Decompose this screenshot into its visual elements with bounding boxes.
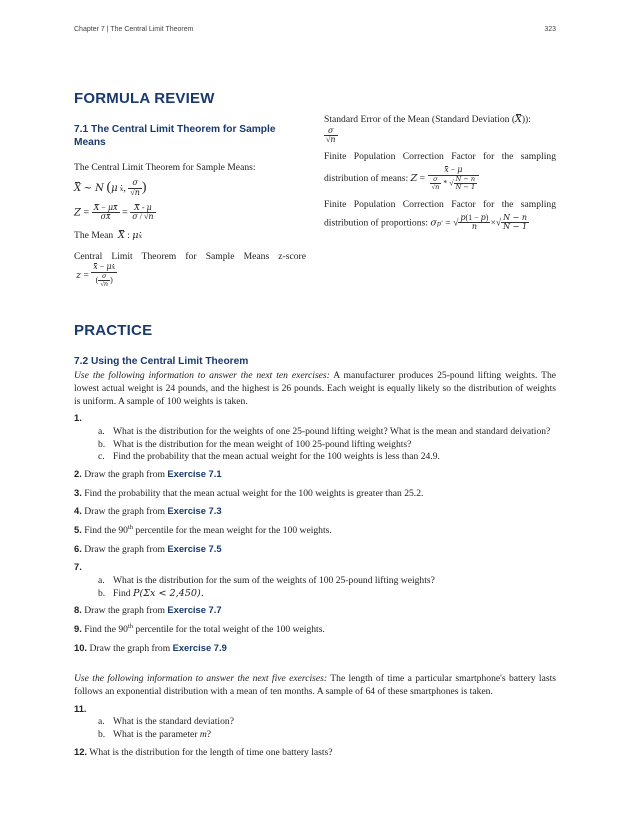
zscore-formula: z = x − μx ( $\frac{\sigma}{√n}$ ) (76, 262, 116, 289)
exercise-12-number: 12. (74, 745, 88, 757)
exercise-11b-var: m (199, 728, 207, 740)
exercise-1-number: 1. (74, 412, 82, 424)
intro-text-2: The length of time a particular smartphone's battery lasts follows an exponential distribution with a mean of ten months. A sample of 64 of these smartphones is taken. (74, 673, 556, 697)
intro-paragraph-2 (74, 673, 556, 698)
exercise-3-text: Find the probability that the mean actual weight for the 100 weights is greater than 25.2. (84, 487, 424, 499)
sem-label-end: )): (521, 114, 531, 125)
exercise-9-post: percentile for the total weight of the 100 weights. (133, 623, 325, 635)
intro-text-1: A manufacturer produces 25-pound lifting weights. The lowest actual weight is 24 pounds, and the highest is 26 pounds. Each weight is equally likely so the distribution of weights is uniform. A sample of 100 weights is taken. (74, 370, 556, 407)
exercise-7-3-link[interactable]: Exercise 7.3 (167, 505, 222, 517)
fpc-props-line: distribution of proportions: σp' = √ $\frac{p(1 - p)}{n}$ ×√ $\frac{N - n}{N - 1}$ (324, 212, 528, 232)
exercise-8-text: Draw the graph from (84, 605, 165, 617)
exercise-9-sup: th (127, 622, 134, 630)
mean-label: The Mean (74, 230, 114, 242)
fpc-means-line: distribution of means: Z = x − μ $\frac{\sigma}{√n}$ * √ $\frac{N - n}{N - 1}$ (324, 166, 556, 191)
exercise-1a: a. What is the distribution for the weights of one 25-pound lifting weight? What is the mean and standard deivation? (74, 426, 556, 439)
mean-line: The Mean X : μx (74, 230, 143, 242)
exercise-5-sup: th (127, 523, 134, 531)
exercise-12 (74, 746, 556, 760)
exercise-2-number: 2. (74, 468, 82, 480)
formula-left-column (74, 123, 306, 289)
exercise-1 (74, 412, 556, 426)
exercise-9-pre: Find the 90 (84, 623, 128, 635)
exercise-1b: b. What is the distribution for the mean weight of 100 25-pound lifting weights? (74, 439, 556, 452)
exercise-6-text: Draw the graph from (84, 543, 165, 555)
exercise-11a-text: What is the standard deviation? (113, 716, 234, 728)
exercise-1b-text: What is the distribution for the mean weight of 100 25-pound lifting weights? (113, 438, 412, 450)
exercise-7a-text: What is the distribution for the sum of the weights of 100 25-pound lifting weights? (113, 574, 435, 586)
exercise-4 (74, 505, 556, 519)
fpc-props-label-2: distribution of proportions: (324, 217, 428, 229)
exercise-4-number: 4. (74, 505, 82, 517)
clt-formula: X ~ N (μ x, $\frac{\sigma}{√n}$ ) (74, 177, 147, 197)
exercise-1c-text: Find the probability that the mean actual weight for the 100 weights is less than 24.9. (113, 451, 440, 463)
practice-body (74, 355, 556, 759)
exercise-11a: a. What is the standard deviation? (74, 716, 556, 729)
exercise-11b-pre: What is the parameter (113, 728, 200, 740)
exercise-7-9-link[interactable]: Exercise 7.9 (172, 641, 227, 653)
intro-italic-2: Use the following information to answer the next five exercises: (74, 673, 328, 685)
formula-review-title: FORMULA REVIEW (74, 90, 215, 107)
exercise-6 (74, 543, 556, 557)
exercise-7-1-link[interactable]: Exercise 7.1 (167, 468, 222, 480)
exercise-5-pre: Find the 90 (84, 525, 128, 537)
exercise-11b-post: ? (206, 728, 212, 740)
exercise-3-number: 3. (74, 486, 82, 498)
intro-italic-1: Use the following information to answer the next ten exercises: (74, 370, 330, 382)
exercise-2 (74, 468, 556, 482)
exercise-10-text: Draw the graph from (89, 642, 171, 654)
fpc-props-label-1: Finite Population Correction Factor for the sampling (324, 198, 556, 210)
exercise-4-text: Draw the graph from (84, 506, 165, 518)
exercise-5-post: percentile for the mean weight for the 100 weights. (133, 525, 332, 537)
sem-line: Standard Error of the Mean (Standard Deviation (X)): (324, 114, 531, 125)
exercise-10 (74, 642, 556, 656)
running-header: Chapter 7 | The Central Limit Theorem (74, 26, 194, 33)
fpc-means-label-2: distribution of means: (324, 172, 409, 184)
exercise-8-number: 8. (74, 604, 82, 616)
practice-title: PRACTICE (74, 322, 153, 339)
exercise-3 (74, 487, 556, 501)
fpc-means-label-1: Finite Population Correction Factor for the sampling (324, 151, 556, 163)
clt-label: The Central Limit Theorem for Sample Means: (74, 161, 256, 173)
exercise-12-text: What is the distribution for the length of time one battery lasts? (89, 746, 333, 758)
exercise-2-text: Draw the graph from (84, 469, 165, 481)
formula-right-column (324, 114, 556, 232)
page-number: 323 (544, 26, 556, 33)
exercise-7b: b. Find P(Σx < 2,450). (98, 587, 204, 599)
exercise-7-number: 7. (74, 561, 82, 573)
exercise-7b-pre: Find (113, 587, 133, 599)
exercise-7 (74, 561, 556, 575)
exercise-11b: b. What is the parameter m? (98, 728, 212, 740)
z-formula: Z = $\frac{X - \mu X}{\sigma X}$ = $\frac{X - \mu}{\sigma / √n}$ (74, 202, 154, 222)
exercise-7-7-link[interactable]: Exercise 7.7 (167, 604, 222, 616)
exercise-9-number: 9. (74, 622, 82, 634)
exercise-10-number: 10. (74, 641, 88, 653)
exercise-5-number: 5. (74, 524, 82, 536)
exercise-1a-text: What is the distribution for the weights of one 25-pound lifting weight? What is the mean and standard deivation? (113, 426, 551, 438)
exercise-8 (74, 604, 556, 618)
sem-label: Standard Error of the Mean (Standard Deviation ( (324, 114, 516, 125)
sem-formula: $\frac{\sigma}{√n}$ (326, 125, 336, 145)
exercise-7-5-link[interactable]: Exercise 7.5 (167, 542, 222, 554)
exercise-7a: a. What is the distribution for the sum of the weights of 100 25-pound lifting weights? (74, 575, 556, 588)
exercise-6-number: 6. (74, 542, 82, 554)
zscore-label: Central Limit Theorem for Sample Means z-score (74, 250, 306, 262)
exercise-7b-expr: P(Σx < 2,450). (133, 587, 204, 599)
exercise-9 (74, 623, 556, 637)
section-7-2-heading: 7.2 Using the Central Limit Theorem (74, 356, 249, 367)
intro-paragraph-1 (74, 370, 556, 408)
exercise-5 (74, 524, 556, 538)
exercise-1c: c. Find the probability that the mean actual weight for the 100 weights is less than 24.9. (74, 451, 556, 464)
exercise-11 (74, 703, 556, 717)
exercise-11-number: 11. (74, 702, 87, 714)
section-7-1-heading: 7.1 The Central Limit Theorem for Sample Means (74, 124, 276, 149)
